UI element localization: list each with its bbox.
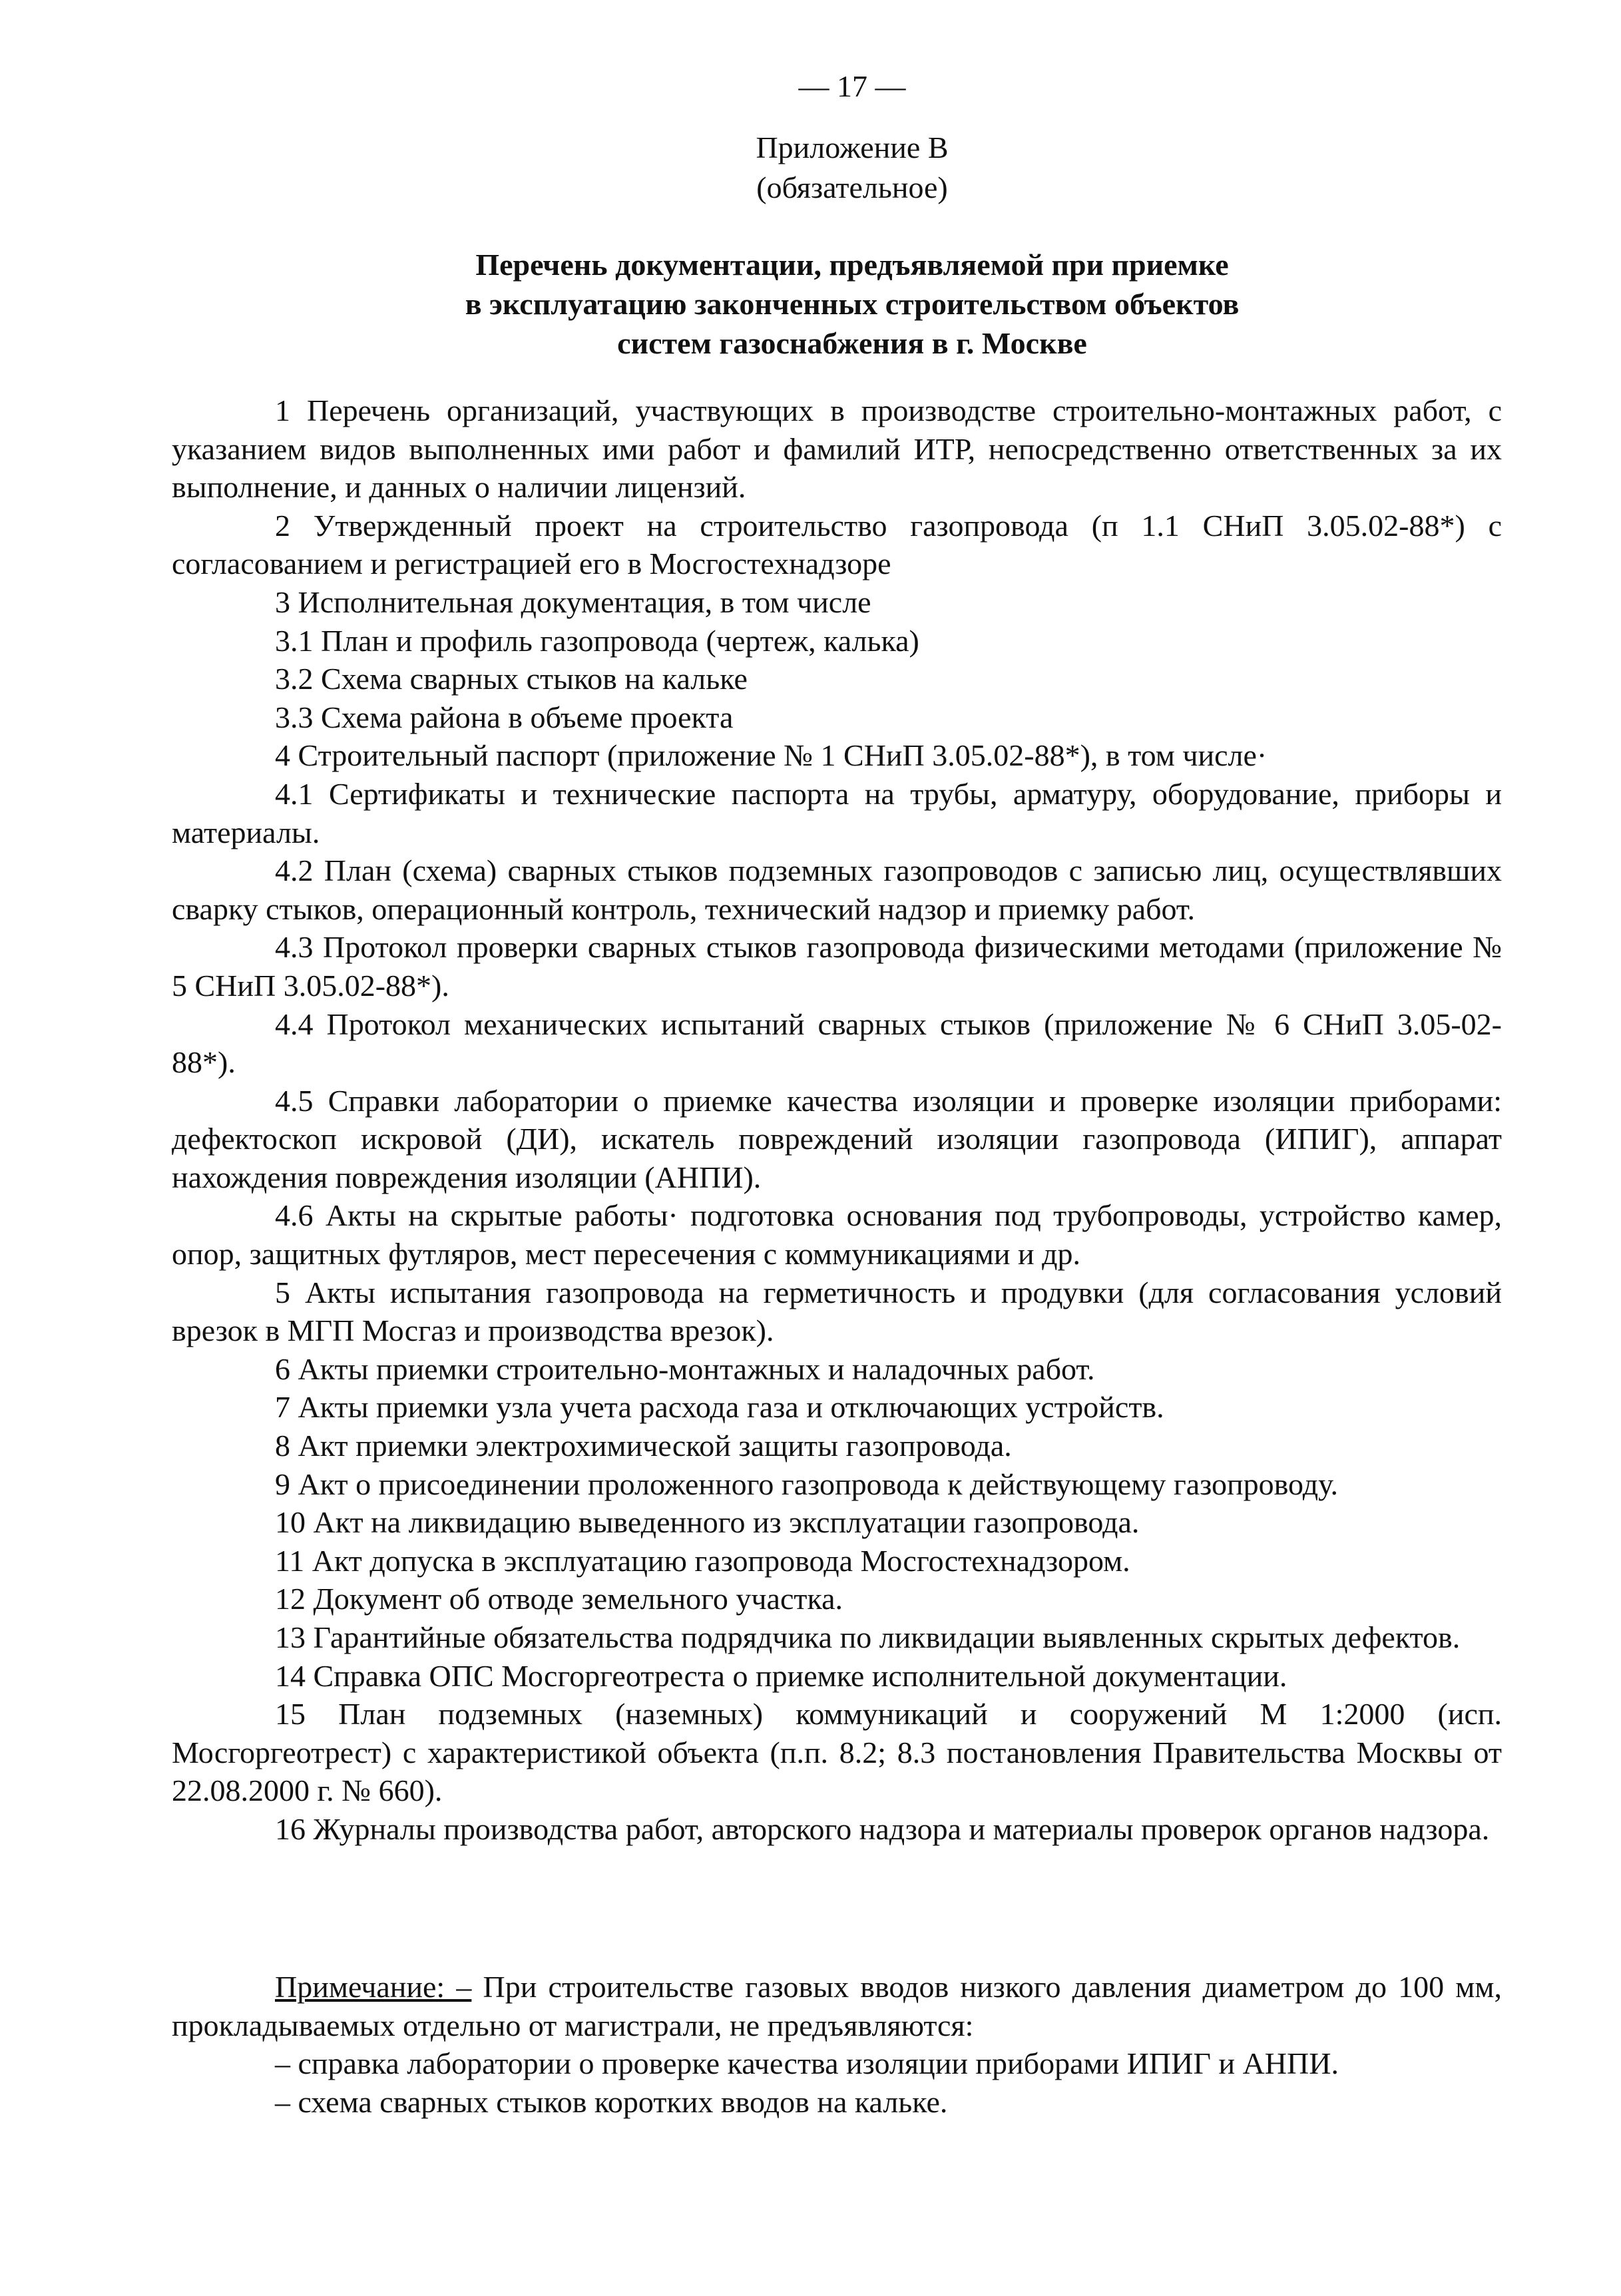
list-item: 11 Акт допуска в эксплуатацию газопровода Мосгостехнадзором. — [275, 1543, 1130, 1578]
note-label: Примечание: – — [275, 1970, 472, 2004]
list-item: 8 Акт приемки электрохимической защиты газопровода. — [275, 1429, 1012, 1463]
document-list — [172, 391, 1502, 1849]
list-item: 16 Журналы производства работ, авторского надзора и материалы проверок органов надзора. — [275, 1811, 1490, 1846]
list-item: 13 Гарантийные обязательства подрядчика по ликвидации выявленных скрытых дефектов. — [275, 1620, 1461, 1654]
list-item: 4.5 Справки лаборатории о приемке качества изоляции и проверке изоляции приборами: дефектоскоп искровой (ДИ), искатель повреждений изоляции газопровода (ИПИГ), аппарат нахождения повреждения изоляции (АНПИ). — [172, 1083, 1502, 1194]
list-item: 14 Справка ОПС Мосгоргеотреста о приемке исполнительной документации. — [275, 1658, 1287, 1693]
list-item: 5 Акты испытания газопровода на герметичность и продувки (для согласования условий врезок в МГП Мосгаз и производства врезок). — [172, 1275, 1502, 1348]
document-title — [333, 245, 1371, 363]
page-number: — 17 — — [798, 69, 906, 103]
note-section — [172, 1968, 1502, 2121]
list-item: 4.3 Протокол проверки сварных стыков газопровода физическими методами (приложение № 5 СНиП 3.05.02-88*). — [172, 930, 1502, 1003]
appendix-status: (обязательное) — [756, 170, 948, 204]
list-item: 4.4 Протокол механических испытаний сварных стыков (приложение № 6 СНиП 3.05-02-88*). — [172, 1007, 1502, 1080]
appendix-label: Приложение В — [756, 130, 949, 164]
list-item: 3.1 План и профиль газопровода (чертеж, калька) — [275, 623, 919, 658]
list-item: 3.3 Схема района в объеме проекта — [275, 700, 734, 734]
note-paragraph — [172, 1968, 1502, 2044]
list-item: 10 Акт на ликвидацию выведенного из эксплуатации газопровода. — [275, 1505, 1140, 1540]
note-bullet: – схема сварных стыков коротких вводов на кальке. — [275, 2084, 948, 2119]
list-item: 1 Перечень организаций, участвующих в производстве строительно-монтажных работ, с указанием видов выполненных ими работ и фамилий ИТР, непосредственно ответственных за их выполнение, и данных о наличии лицензий. — [172, 393, 1502, 505]
title-line-3: систем газоснабжения в г. Москве — [617, 326, 1087, 360]
list-item: 4 Строительный паспорт (приложение № 1 СНиП 3.05.02-88*), в том числе· — [275, 738, 1268, 773]
title-line-2: в эксплуатацию законченных строительством объектов — [465, 287, 1240, 321]
list-item: 4.2 План (схема) сварных стыков подземных газопроводов с записью лиц, осуществлявших сварку стыков, операционный контроль, технический надзор и приемку работ. — [172, 853, 1502, 926]
appendix-header — [666, 128, 1039, 208]
list-item: 6 Акты приемки строительно-монтажных и наладочных работ. — [275, 1351, 1095, 1386]
list-item: 3.2 Схема сварных стыков на кальке — [275, 662, 748, 696]
list-item: 7 Акты приемки узла учета расхода газа и отключающих устройств. — [275, 1390, 1164, 1425]
list-item: 4.1 Сертификаты и технические паспорта на трубы, арматуру, оборудование, приборы и материалы. — [172, 776, 1502, 849]
list-item: 12 Документ об отводе земельного участка. — [275, 1582, 843, 1616]
list-item: 3 Исполнительная документация, в том числе — [275, 584, 871, 619]
note-text: При строительстве газовых вводов низкого давления диаметром до 100 мм, прокладываемых отдельно от магистрали, не предъявляются: — [172, 1970, 1502, 2042]
title-line-1: Перечень документации, предъявляемой при приемке — [475, 248, 1229, 282]
list-item: 9 Акт о присоединении проложенного газопровода к действующему газопроводу. — [275, 1467, 1339, 1501]
note-bullet: – справка лаборатории о проверке качества изоляции приборами ИПИГ и АНПИ. — [275, 2046, 1339, 2081]
list-item: 4.6 Акты на скрытые работы· подготовка основания под трубопроводы, устройство камер, опор, защитных футляров, мест пересечения с коммуникациями и др. — [172, 1198, 1502, 1271]
list-item: 2 Утвержденный проект на строительство газопровода (п 1.1 СНиП 3.05.02-88*) с согласованием и регистрацией его в Мосгостехнадзоре — [172, 508, 1502, 581]
list-item: 15 План подземных (наземных) коммуникаций и сооружений М 1:2000 (исп. Мосгоргеотрест) с характеристикой объекта (п.п. 8.2; 8.3 постановления Правительства Москвы от 22.08.2000 г. № 660). — [172, 1697, 1502, 1808]
